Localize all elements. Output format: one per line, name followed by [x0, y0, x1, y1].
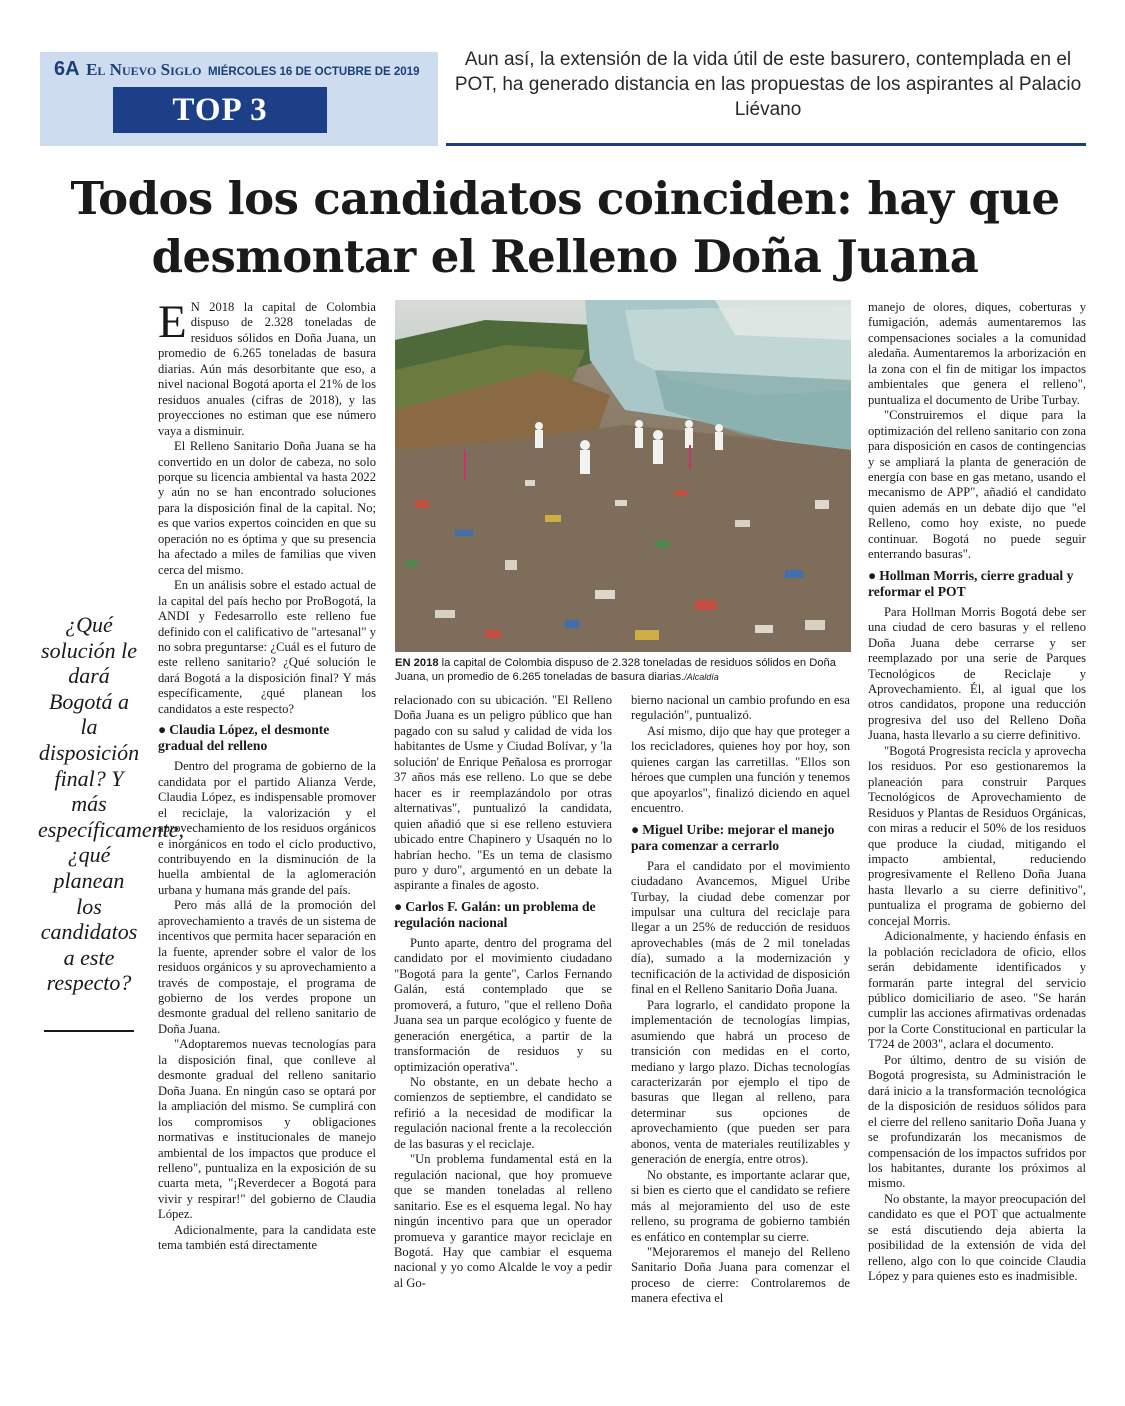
- paragraph: "Adoptaremos nuevas tecnologías para la disposición final, que conlleve al desmonte gradual del relleno sanitario Doña Juana. En ningún caso se optará por la ampliación del mismo. Se cumplirá con los compromisos y obligaciones normativas e institucionales de manejo ambiental de los impactos que produce el relleno", puntualiza en la exposición de su cuarta meta, "¡Reverdecer a Bogotá para vivir y respirar!" del gobierno de Claudia López.: [158, 1037, 376, 1222]
- paragraph: No obstante, la mayor preocupación del candidato es que el POT que actualmente se está discutiendo deja abierta la posibilidad de la extensión de vida del relleno, algo con lo que coincide Claudia López y para quienes esto es inadmisible.: [868, 1191, 1086, 1284]
- subhead-claudia-lopez: [158, 722, 376, 754]
- headline: [30, 170, 1100, 286]
- lead-paragraph: [158, 296, 376, 439]
- paragraph: manejo de olores, diques, coberturas y fumigación, además aumentaremos las compensaciones sociales a la comunidad aledaña. Aumentaremos la arborización en la zona con el fin de mitigar los impactos ambientales que genera el relleno", puntualiza el documento de Uribe Turbay.: [868, 300, 1086, 407]
- paragraph: Para el candidato por el movimiento ciudadano Avancemos, Miguel Uribe Turbay, la ciudad debe comenzar por impulsar una cultura del reciclaje para llegar a un 25% de reducción de residuos aprovechables (más de 2 mil toneladas día), sumado a la modernización y tecnificación de la actividad de disposición final en el Relleno Sanitario Doña Juana.: [631, 858, 850, 997]
- paragraph: "Mejoraremos el manejo del Relleno Sanitario Doña Juana para comenzar el proceso de cierre: Controlaremos de manera efectiva el: [631, 1244, 850, 1306]
- paragraph: En un análisis sobre el estado actual de la capital del país hecho por ProBogotá, la ANDI y Fedesarrollo este relleno fue definido con el calificativo de "artesanal" y no sobra preguntarse: ¿Cuál es el futuro de este relleno sanitario? ¿Qué solución le dará Bogotá a la disposición final? Y más específicamente, ¿qué planean los candidatos a este respecto?: [158, 578, 376, 716]
- section-label: TOP 3: [113, 87, 327, 133]
- caption-lead: EN 2018: [395, 657, 439, 669]
- subheadline-dek: Aun así, la extensión de la vida útil de este basurero, contemplada en el POT, ha generado distancia en las propuestas de los aspirantes al Palacio Liévano: [454, 49, 1082, 120]
- paragraph: Adicionalmente, para la candidata este tema también está directamente: [158, 1222, 376, 1253]
- bullet-icon: ●: [394, 898, 403, 914]
- landfill-photo-illustration: [395, 300, 851, 652]
- paragraph: No obstante, en un debate hecho a comienzos de septiembre, el candidato se refirió a la necesidad de modificar la regulación nacional frente a la recolección de las basuras y el reciclaje.: [394, 1074, 612, 1151]
- bullet-icon: ●: [158, 722, 167, 738]
- paragraph: No obstante, es importante aclarar que, si bien es cierto que el candidato se refiere más al mejoramiento del uso de este relleno, su programa de gobierno también es enfático en contemplar su cierre.: [631, 1167, 850, 1244]
- photo-credit: /Alcaldía: [684, 672, 719, 682]
- paragraph: Adicionalmente, y haciendo énfasis en la población recicladora de oficio, ellos serán debidamente identificados y formarán parte integral del servicio público domiciliario de aseo. "Se harán cumplir las acciones afirmativas ordenadas por la Corte Constitucional en particular la T724 de 2003", aclara el documento.: [868, 929, 1086, 1052]
- paragraph: "Construiremos el dique para la optimización del relleno sanitario con zona para disposición en casos de contingencias y se ampliará la planta de generación de energía con base en gas metano, usando el mecanismo de APP", añadió el candidato quien además en un debate dijo que "el Relleno, como hoy existe, no puede continuar. Bogotá no puede seguir enterrando basuras".: [868, 408, 1086, 562]
- subhead-text: Hollman Morris, cierre gradual y reformar el POT: [868, 567, 1074, 599]
- bullet-icon: ●: [631, 821, 640, 837]
- subhead-carlos-galan: [394, 899, 612, 931]
- newspaper-name: El Nuevo Siglo: [86, 60, 202, 79]
- caption-text: la capital de Colombia dispuso de 2.328 toneladas de residuos sólidos en Doña Juana, un promedio de 6.265 toneladas de basura diarias.: [395, 657, 836, 683]
- landfill-photo: [395, 300, 851, 652]
- paragraph: "Bogotá Progresista recicla y aprovecha los residuos. Por eso gestionaremos la planeación para construir Parques Tecnológicos de Aprovechamiento de Residuos y Plantas de Residuos Orgánicas, con miras a reducir el 50% de los residuos que produce la ciudad, mitigando el impacto ambiental, reduciendo progresivamente el Relleno Doña Juana hasta llevarlo a su cierre definitivo", puntualiza el programa de gobierno del concejal Morris.: [868, 743, 1086, 928]
- article-column-4: [868, 300, 1086, 1285]
- headline-line-2: desmontar el Relleno Doña Juana: [151, 230, 979, 283]
- header-divider: [446, 143, 1086, 146]
- subhead-miguel-uribe: [631, 822, 850, 854]
- subhead-text: Miguel Uribe: mejorar el manejo para comenzar a cerrarlo: [631, 821, 835, 853]
- paragraph: El Relleno Sanitario Doña Juana se ha convertido en un dolor de cabeza, no solo porque su licencia ambiental va hasta 2022 y aún no se han encontrado soluciones para la disposición final de la capital. No; es que varios expertos coinciden en que su operación no es óptima y que su presencia ha afectado a miles de familias que viven cerca del mismo.: [158, 439, 376, 577]
- bullet-icon: ●: [868, 567, 877, 583]
- issue-date: MIÉRCOLES 16 DE OCTUBRE DE 2019: [207, 66, 420, 78]
- subhead-hollman-morris: [868, 568, 1086, 600]
- subhead-text: Carlos F. Galán: un problema de regulación nacional: [394, 898, 596, 930]
- subhead-text: Claudia López, el desmonte gradual del relleno: [158, 722, 330, 754]
- masthead-line: [54, 58, 419, 81]
- pull-quote: ¿Qué solución le dará Bogotá a la disposición final? Y más específicamente, ¿qué planean los candidatos a este respecto?: [38, 612, 184, 996]
- paragraph: Por último, dentro de su visión de Bogotá progresista, su Administración le dará inicio a la transformación tecnológica de la disposición de residuos sólidos para el cierre del relleno sanitario Doña Juana y se profundizarán los mecanismos de compensación de los impactos sufridos por los habitantes, durante los próximos al mismo.: [868, 1052, 1086, 1191]
- article-column-2: [394, 693, 612, 1291]
- paragraph: relacionado con su ubicación. "El Relleno Doña Juana es un peligro público que han pagado con su salud y calidad de vida los habitantes de Usme y Ciudad Bolívar, y 'la solución' de Enrique Peñalosa es prorrogar 37 años más ese relleno. Lo que se debe hacer es ir reemplazándolo por otras alternativas", puntualizó la candidata, quien añadió que si ese relleno estuviera ubicado entre Chapinero y Usaquén no lo habrían hecho. "Es un tema de clasismo puro y duro", argumentó en un debate la aspirante a finales de agosto.: [394, 693, 612, 893]
- page-number: 6A: [54, 58, 80, 80]
- paragraph: "Un problema fundamental está en la regulación nacional, que hoy promueve que se manden toneladas al relleno sanitario. Ese es el esquema legal. No hay ningún incentivo para que un operador promueva y garantice mayor reciclaje en Bogotá. Hay que cambiar el esquema nacional y yo como Alcalde le voy a pedir al Go-: [394, 1152, 612, 1290]
- article-column-3: [631, 693, 850, 1307]
- lead-text: N 2018 la capital de Colombia dispuso de 2.328 toneladas de residuos sólidos en Doña Juana, un promedio de 6.265 toneladas de basura diarias. Aún más desorbitante que eso, a nivel nacional Bogotá aporta el 21% de los residuos anuales (cifras de 2018), y las proyecciones no estiman que ese número vaya a disminuir.: [158, 300, 376, 438]
- masthead: [40, 52, 438, 146]
- article-column-1: [158, 296, 376, 1254]
- paragraph: Punto aparte, dentro del programa del candidato por el movimiento ciudadano "Bogotá para la gente", Carlos Fernando Galán, está contemplado que se promoverá, a futuro, "que el relleno Doña Juana sea un parque ecológico y fuente de generación energética, a partir de la transformación de residuos y su optimización operativa".: [394, 935, 612, 1074]
- paragraph: bierno nacional un cambio profundo en esa regulación", puntualizó.: [631, 693, 850, 723]
- headline-line-1: Todos los candidatos coinciden: hay que: [70, 172, 1060, 225]
- paragraph: Para lograrlo, el candidato propone la implementación de tecnologías limpias, asumiendo que habrá un proceso de transición con medidas en el corto, mediano y largo plazo. Dichas tecnologías caracterizarán por ejemplo el tipo de basuras que llegan al relleno, para determinar sus opciones de aprovechamiento (que pueden ser para abonos, venta de materiales reutilizables y generación de energía, entre otros).: [631, 997, 850, 1167]
- paragraph: Pero más allá de la promoción del aprovechamiento a través de un sistema de incentivos que permita hacer separación en la fuente, aprender sobre el valor de los residuos orgánicos y su aprovechamiento a través de compostaje, el programa de gobierno de los verdes propone un desmonte gradual del relleno sanitario de Doña Juana.: [158, 898, 376, 1036]
- paragraph: Para Hollman Morris Bogotá debe ser una ciudad de cero basuras y el relleno Doña Juana debe cerrarse y ser reemplazado por una serie de Parques Tecnológicos de Reciclaje y Aprovechamiento. Él, al igual que los otros candidatos, propone una reducción progresiva del uso del Relleno Doña Juana, hasta llevarlo a su cierre definitivo.: [868, 604, 1086, 743]
- photo-caption: [395, 656, 851, 684]
- drop-cap: E: [158, 296, 187, 348]
- pull-quote-rule: [44, 1030, 134, 1032]
- paragraph: Dentro del programa de gobierno de la candidata por el partido Alianza Verde, Claudia López, es indispensable promover el reciclaje, la valorización y el aprovechamiento de los residuos orgánicos e inorgánicos en todo el ciclo productivo, contribuyendo en la disminución de la huella ambiental de la aglomeración urbana y humana más grande del país.: [158, 759, 376, 897]
- paragraph: Así mismo, dijo que hay que proteger a los recicladores, quienes hoy por hoy, son quienes cargan las carretillas. "Ellos son héroes que cumplen una función y tenemos que apoyarlos", finalizó diciendo en aquel encuentro.: [631, 723, 850, 816]
